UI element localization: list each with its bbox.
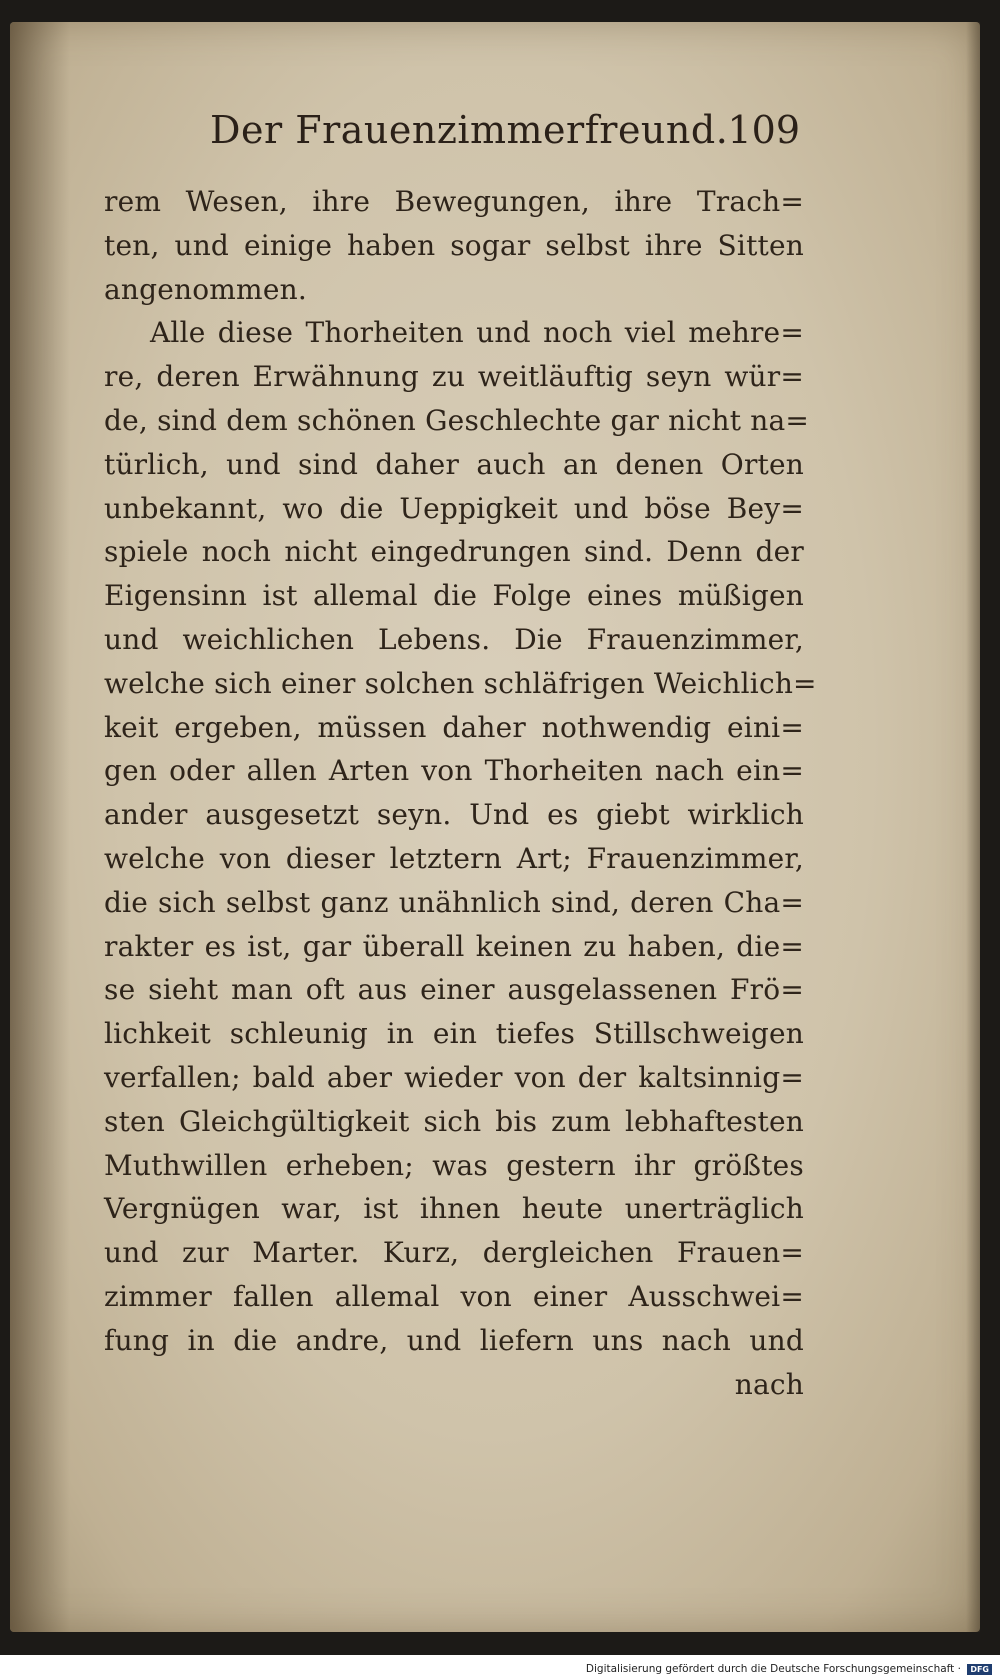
text-line: Alle diese Thorheiten und noch viel mehre=	[150, 316, 804, 350]
text-line: unbekannt, wo die Ueppigkeit und böse Bey=	[104, 491, 804, 525]
body-text	[104, 180, 817, 1406]
text-line: keit ergeben, müssen daher nothwendig eini=	[104, 710, 804, 744]
page-gutter-shadow	[10, 22, 70, 1632]
page-number: 109	[727, 108, 800, 152]
text-line: ander ausgesetzt seyn. Und es giebt wirklich	[104, 798, 804, 832]
text-line: zimmer fallen allemal von einer Ausschwei=	[104, 1279, 804, 1313]
text-line: angenommen.	[104, 272, 307, 306]
text-line: und zur Marter. Kurz, dergleichen Frauen=	[104, 1236, 804, 1270]
text-line: se sieht man oft aus einer ausgelassenen Frö=	[104, 973, 804, 1007]
text-line: re, deren Erwähnung zu weitläuftig seyn wür=	[104, 360, 804, 394]
page-header	[210, 108, 800, 160]
text-line: verfallen; bald aber wieder von der kaltsinnig=	[104, 1060, 804, 1094]
text-line: die sich selbst ganz unähnlich sind, deren Cha=	[104, 885, 804, 919]
text-line: lichkeit schleunig in ein tiefes Stillschweigen	[104, 1017, 804, 1051]
credit-text: Digitalisierung gefördert durch die Deutsche Forschungsgemeinschaft	[585, 1663, 955, 1675]
digitization-credit	[586, 1663, 992, 1675]
text-line: Vergnügen war, ist ihnen heute unerträglich	[104, 1192, 804, 1226]
text-line: spiele noch nicht eingedrungen sind. Denn der	[104, 535, 804, 569]
text-line: rem Wesen, ihre Bewegungen, ihre Trach=	[104, 185, 804, 218]
text-line: welche sich einer solchen schläfrigen Weichlich=	[104, 666, 817, 700]
text-line: rakter es ist, gar überall keinen zu haben, die=	[104, 929, 804, 963]
text-line: fung in die andre, und liefern uns nach und	[104, 1323, 804, 1357]
catchword: nach	[734, 1367, 804, 1401]
text-line: gen oder allen Arten von Thorheiten nach ein=	[104, 754, 804, 788]
text-line: de, sind dem schönen Geschlechte gar nicht na=	[104, 403, 810, 437]
text-line: Eigensinn ist allemal die Folge eines müßigen	[104, 579, 804, 613]
text-line: Muthwillen erheben; was gestern ihr größtes	[104, 1148, 804, 1182]
text-line: ten, und einige haben sogar selbst ihre Sitten	[104, 228, 804, 262]
text-line: türlich, und sind daher auch an denen Orten	[104, 447, 804, 481]
running-title: Der Frauenzimmerfreund.	[210, 108, 729, 152]
text-line: sten Gleichgültigkeit sich bis zum lebhaftesten	[104, 1104, 804, 1138]
text-line: welche von dieser letztern Art; Frauenzimmer,	[104, 841, 804, 875]
credit-separator: ·	[957, 1663, 965, 1675]
page-edge-shadow	[966, 22, 980, 1632]
text-line: und weichlichen Lebens. Die Frauenzimmer,	[104, 622, 804, 656]
dfg-logo-icon: DFG	[967, 1664, 992, 1675]
